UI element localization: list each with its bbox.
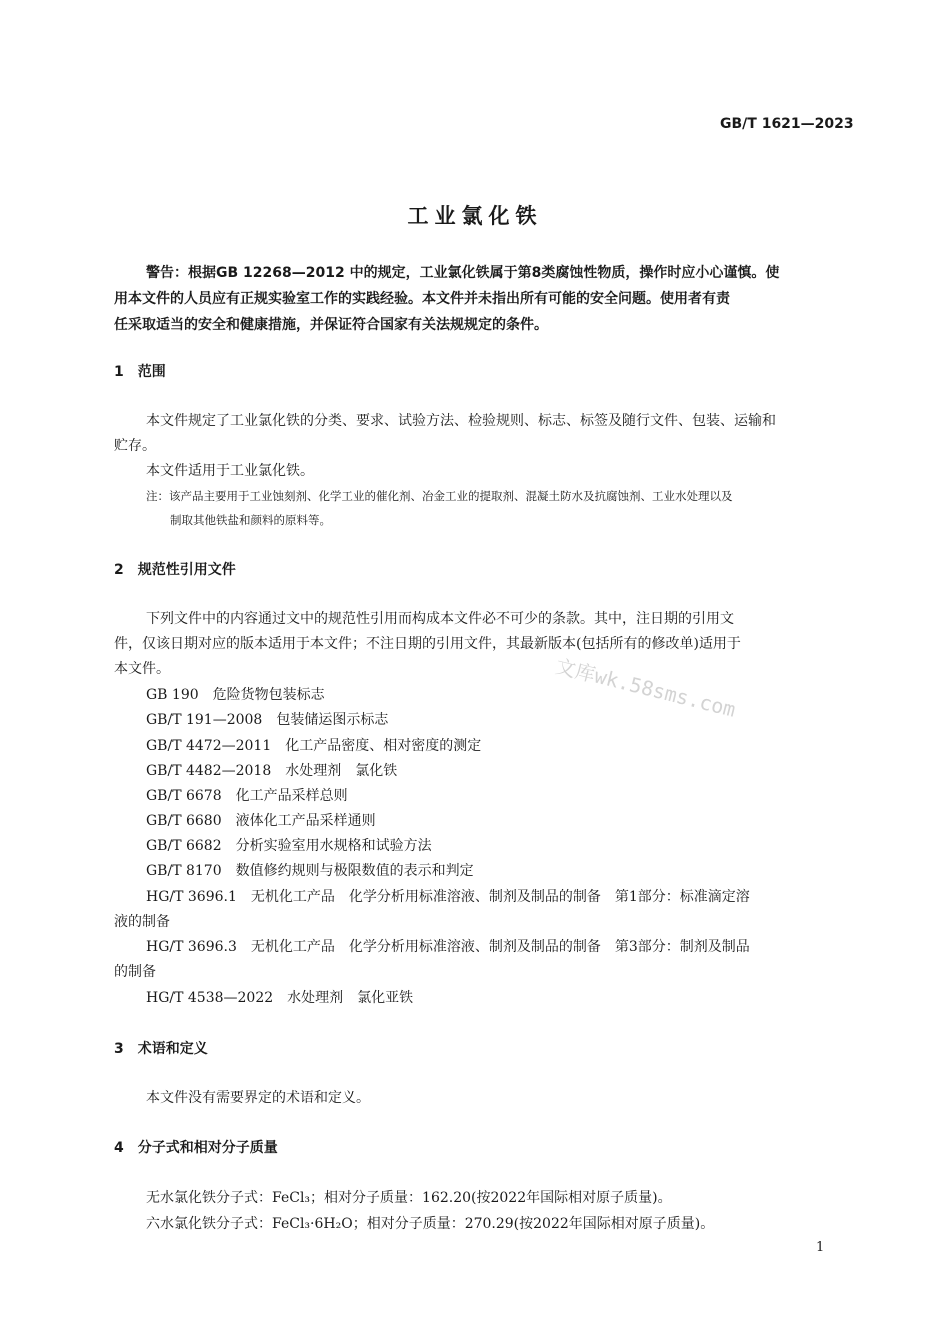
warning-line-1: 警告：根据GB 12268—2012 中的规定，工业氯化铁属于第8类腐蚀性物质，操作时应小心谨慎。使 bbox=[146, 265, 780, 281]
reference-item-continued: 的制备 bbox=[114, 964, 156, 980]
formula-anhydrous: 无水氯化铁分子式：FeCl₃；相对分子质量：162.20(按2022年国际相对原子质量)。 bbox=[146, 1190, 672, 1206]
section-4-heading: 4 分子式和相对分子质量 bbox=[114, 1140, 278, 1156]
document-title: 工业氯化铁 bbox=[407, 204, 543, 228]
section-3-p1: 本文件没有需要界定的术语和定义。 bbox=[146, 1090, 370, 1106]
section-1-note-line-1: 注：该产品主要用于工业蚀刻剂、化学工业的催化剂、冶金工业的提取剂、混凝土防水及抗腐蚀剂、工业水处理以及 bbox=[146, 489, 733, 503]
section-1-p2: 本文件适用于工业氯化铁。 bbox=[146, 463, 314, 479]
section-1-note-line-2: 制取其他铁盐和颜料的原料等。 bbox=[170, 513, 331, 527]
reference-item: GB/T 6680 液体化工产品采样通则 bbox=[146, 813, 376, 829]
formula-hexahydrate: 六水氯化铁分子式：FeCl₃·6H₂O；相对分子质量：270.29(按2022年国际相对原子质量)。 bbox=[146, 1216, 715, 1232]
reference-item: HG/T 4538—2022 水处理剂 氯化亚铁 bbox=[146, 990, 414, 1006]
section-2-intro-line-1: 下列文件中的内容通过文中的规范性引用而构成本文件必不可少的条款。其中，注日期的引用文 bbox=[146, 611, 734, 627]
reference-item: GB/T 6678 化工产品采样总则 bbox=[146, 788, 348, 804]
reference-item: HG/T 3696.3 无机化工产品 化学分析用标准溶液、制剂及制品的制备 第3部分：制剂及制品 bbox=[146, 939, 750, 955]
reference-item: GB/T 6682 分析实验室用水规格和试验方法 bbox=[146, 838, 432, 854]
section-1-p1-line-2: 贮存。 bbox=[114, 438, 156, 454]
reference-item: GB/T 191—2008 包装储运图示标志 bbox=[146, 712, 389, 728]
warning-line-2: 用本文件的人员应有正规实验室工作的实践经验。本文件并未指出所有可能的安全问题。使用者有责 bbox=[114, 291, 730, 307]
section-2-intro-line-3: 本文件。 bbox=[114, 661, 170, 677]
reference-item: GB/T 8170 数值修约规则与极限数值的表示和判定 bbox=[146, 863, 474, 879]
warning-line-3: 任采取适当的安全和健康措施，并保证符合国家有关法规规定的条件。 bbox=[114, 317, 548, 333]
reference-item: GB/T 4482—2018 水处理剂 氯化铁 bbox=[146, 763, 398, 779]
section-2-heading: 2 规范性引用文件 bbox=[114, 562, 236, 578]
reference-item: GB/T 4472—2011 化工产品密度、相对密度的测定 bbox=[146, 738, 482, 754]
standard-number: GB/T 1621—2023 bbox=[720, 116, 854, 132]
reference-item-continued: 液的制备 bbox=[114, 914, 170, 930]
watermark: 文库wk.58sms.com bbox=[553, 653, 739, 722]
section-2-intro-line-2: 件，仅该日期对应的版本适用于本文件；不注日期的引用文件，其最新版本(包括所有的修改单)适用于 bbox=[114, 636, 741, 652]
section-1-heading: 1 范围 bbox=[114, 364, 166, 380]
reference-item: GB 190 危险货物包装标志 bbox=[146, 687, 325, 703]
page-number: 1 bbox=[816, 1240, 825, 1255]
section-3-heading: 3 术语和定义 bbox=[114, 1041, 208, 1057]
section-1-p1-line-1: 本文件规定了工业氯化铁的分类、要求、试验方法、检验规则、标志、标签及随行文件、包装、运输和 bbox=[146, 413, 776, 429]
reference-item: HG/T 3696.1 无机化工产品 化学分析用标准溶液、制剂及制品的制备 第1部分：标准滴定溶 bbox=[146, 889, 750, 905]
